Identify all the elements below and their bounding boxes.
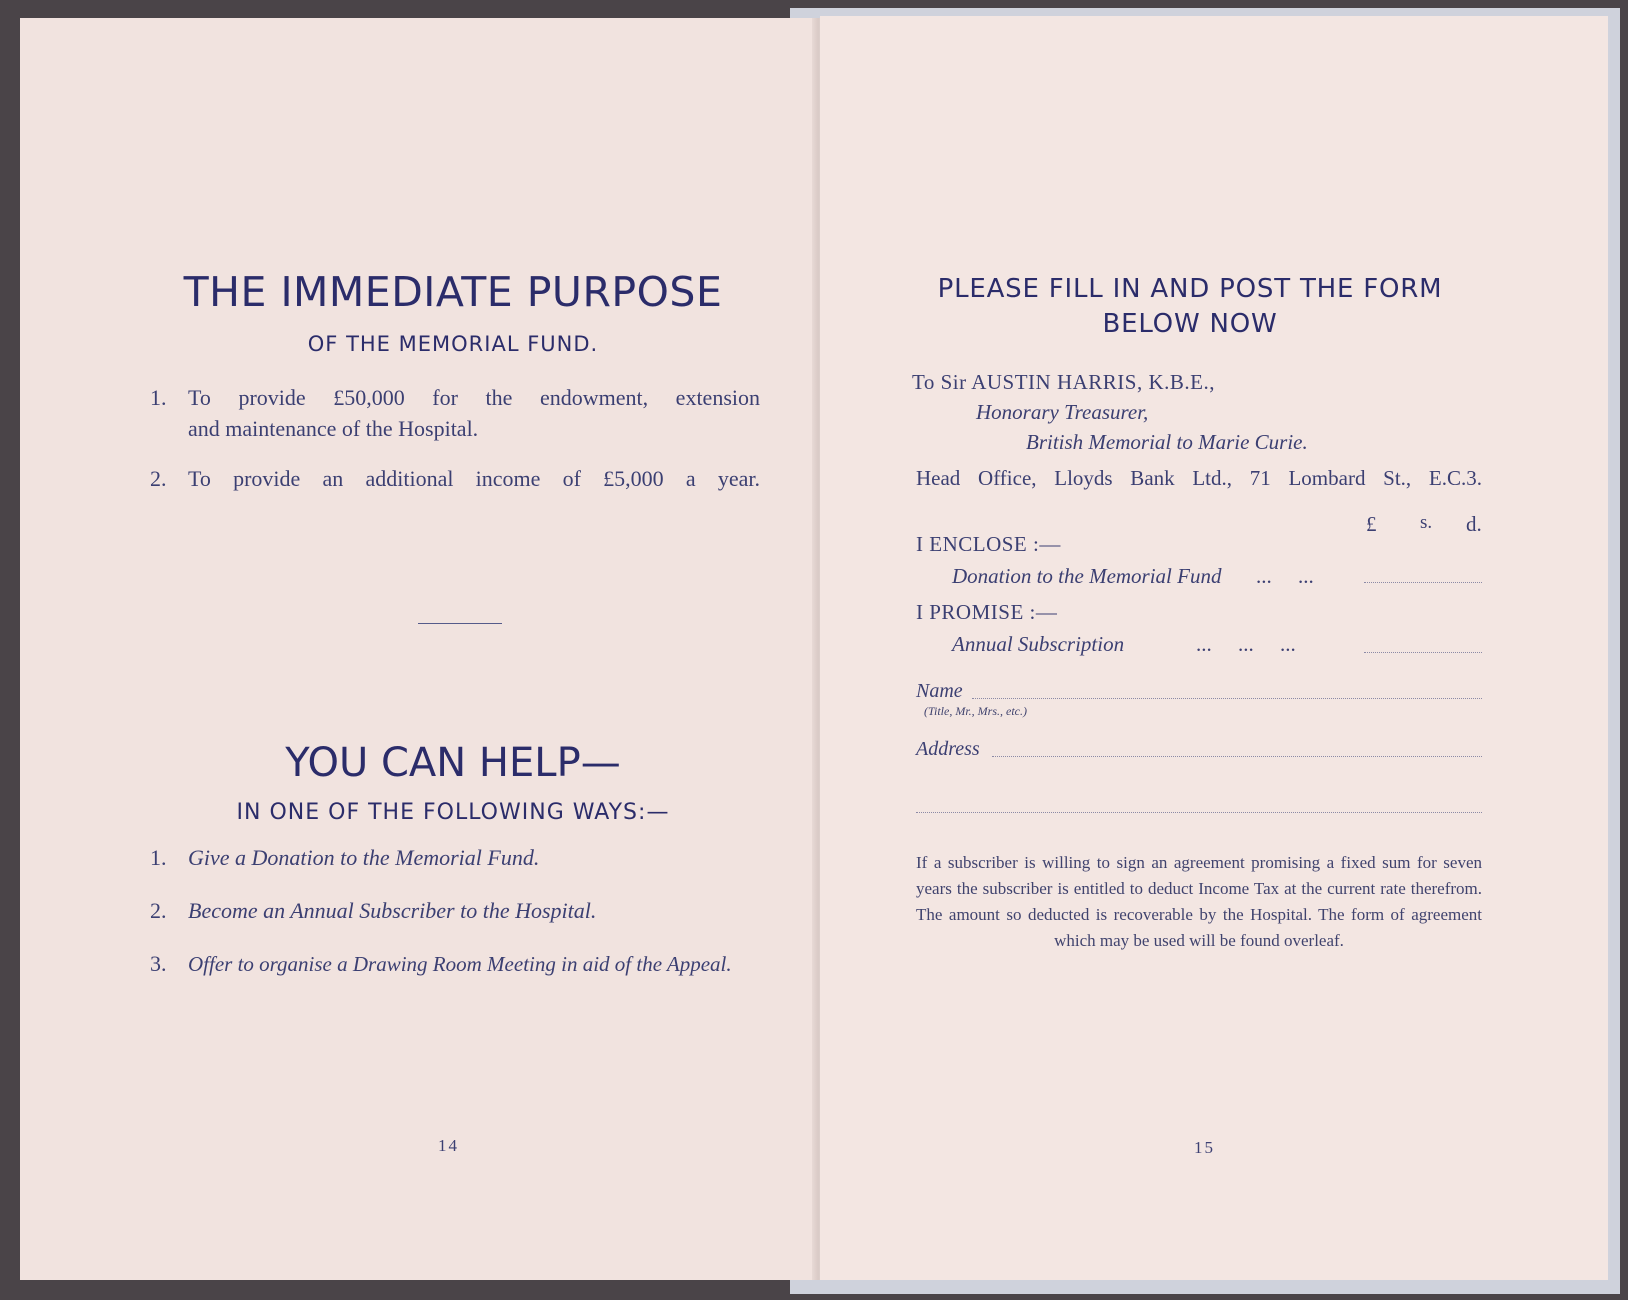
donation-label: Donation to the Memorial Fund	[952, 564, 1222, 588]
pounds-column-label: £	[1366, 512, 1377, 536]
right-page	[820, 16, 1608, 1280]
help-title: YOU CAN HELP—	[285, 740, 621, 786]
page-number: 14	[438, 1136, 459, 1155]
left-page	[20, 18, 820, 1280]
addressee-role: Honorary Treasurer,	[976, 400, 1149, 424]
donation-amount-field[interactable]	[1364, 582, 1482, 583]
purpose-number: 2.	[150, 466, 167, 491]
enclose-label: I ENCLOSE :—	[916, 532, 1061, 556]
tax-agreement-note: If a subscriber is willing to sign an agreement promising a fixed sum for seven years the subscriber is entitled to deduct Income Tax at the current rate therefrom. The amount so deducted is recoverable by the Hospital. The form of agreement which may be used will be found overleaf.	[916, 853, 1482, 950]
addressee: To Sir AUSTIN HARRIS, K.B.E.,	[912, 370, 1215, 394]
pence-column-label: d.	[1466, 512, 1482, 536]
purpose-text-line: and maintenance of the Hospital.	[188, 416, 479, 441]
form-heading-line2: BELOW NOW	[1102, 309, 1278, 339]
purpose-subtitle: OF THE MEMORIAL FUND.	[307, 332, 599, 356]
name-hint: (Title, Mr., Mrs., etc.)	[924, 704, 1027, 718]
way-item	[150, 948, 770, 980]
name-label: Name	[916, 680, 963, 702]
purpose-text-line: To provide £50,000 for the endowment, extension	[188, 385, 760, 410]
way-number: 1.	[150, 845, 167, 870]
way-number: 2.	[150, 898, 167, 923]
purpose-text-line: To provide an additional income of £5,000 a year.	[188, 466, 760, 491]
donation-leader-dots: ... ...	[1256, 564, 1314, 588]
name-field[interactable]	[972, 698, 1482, 699]
form-heading-line1: PLEASE FILL IN AND POST THE FORM	[937, 274, 1443, 304]
head-office-address: Head Office, Lloyds Bank Ltd., 71 Lombard St., E.C.3.	[916, 466, 1482, 490]
subscription-amount-field[interactable]	[1364, 652, 1482, 653]
address-field-line2[interactable]	[916, 812, 1482, 813]
way-text: Offer to organise a Drawing Room Meeting in aid of the Appeal.	[188, 952, 732, 976]
page-number: 15	[1194, 1138, 1215, 1157]
way-text: Become an Annual Subscriber to the Hospital.	[188, 898, 597, 923]
subscription-label: Annual Subscription	[952, 632, 1125, 656]
way-number: 3.	[150, 951, 167, 976]
addressee-organisation: British Memorial to Marie Curie.	[1026, 430, 1308, 454]
way-item	[150, 842, 760, 873]
help-subtitle: IN ONE OF THE FOLLOWING WAYS:—	[236, 800, 670, 825]
purpose-title: THE IMMEDIATE PURPOSE	[183, 268, 723, 316]
shillings-column-label: s.	[1420, 512, 1433, 533]
promise-label: I PROMISE :—	[916, 600, 1058, 624]
purpose-number: 1.	[150, 385, 167, 410]
address-field-line1[interactable]	[992, 756, 1482, 757]
purpose-item	[150, 463, 760, 494]
way-item	[150, 895, 760, 926]
address-label: Address	[916, 738, 980, 760]
subscription-leader-dots: ... ... ...	[1196, 632, 1296, 656]
purpose-item	[150, 382, 760, 444]
way-text: Give a Donation to the Memorial Fund.	[188, 845, 540, 870]
section-divider	[418, 623, 502, 624]
